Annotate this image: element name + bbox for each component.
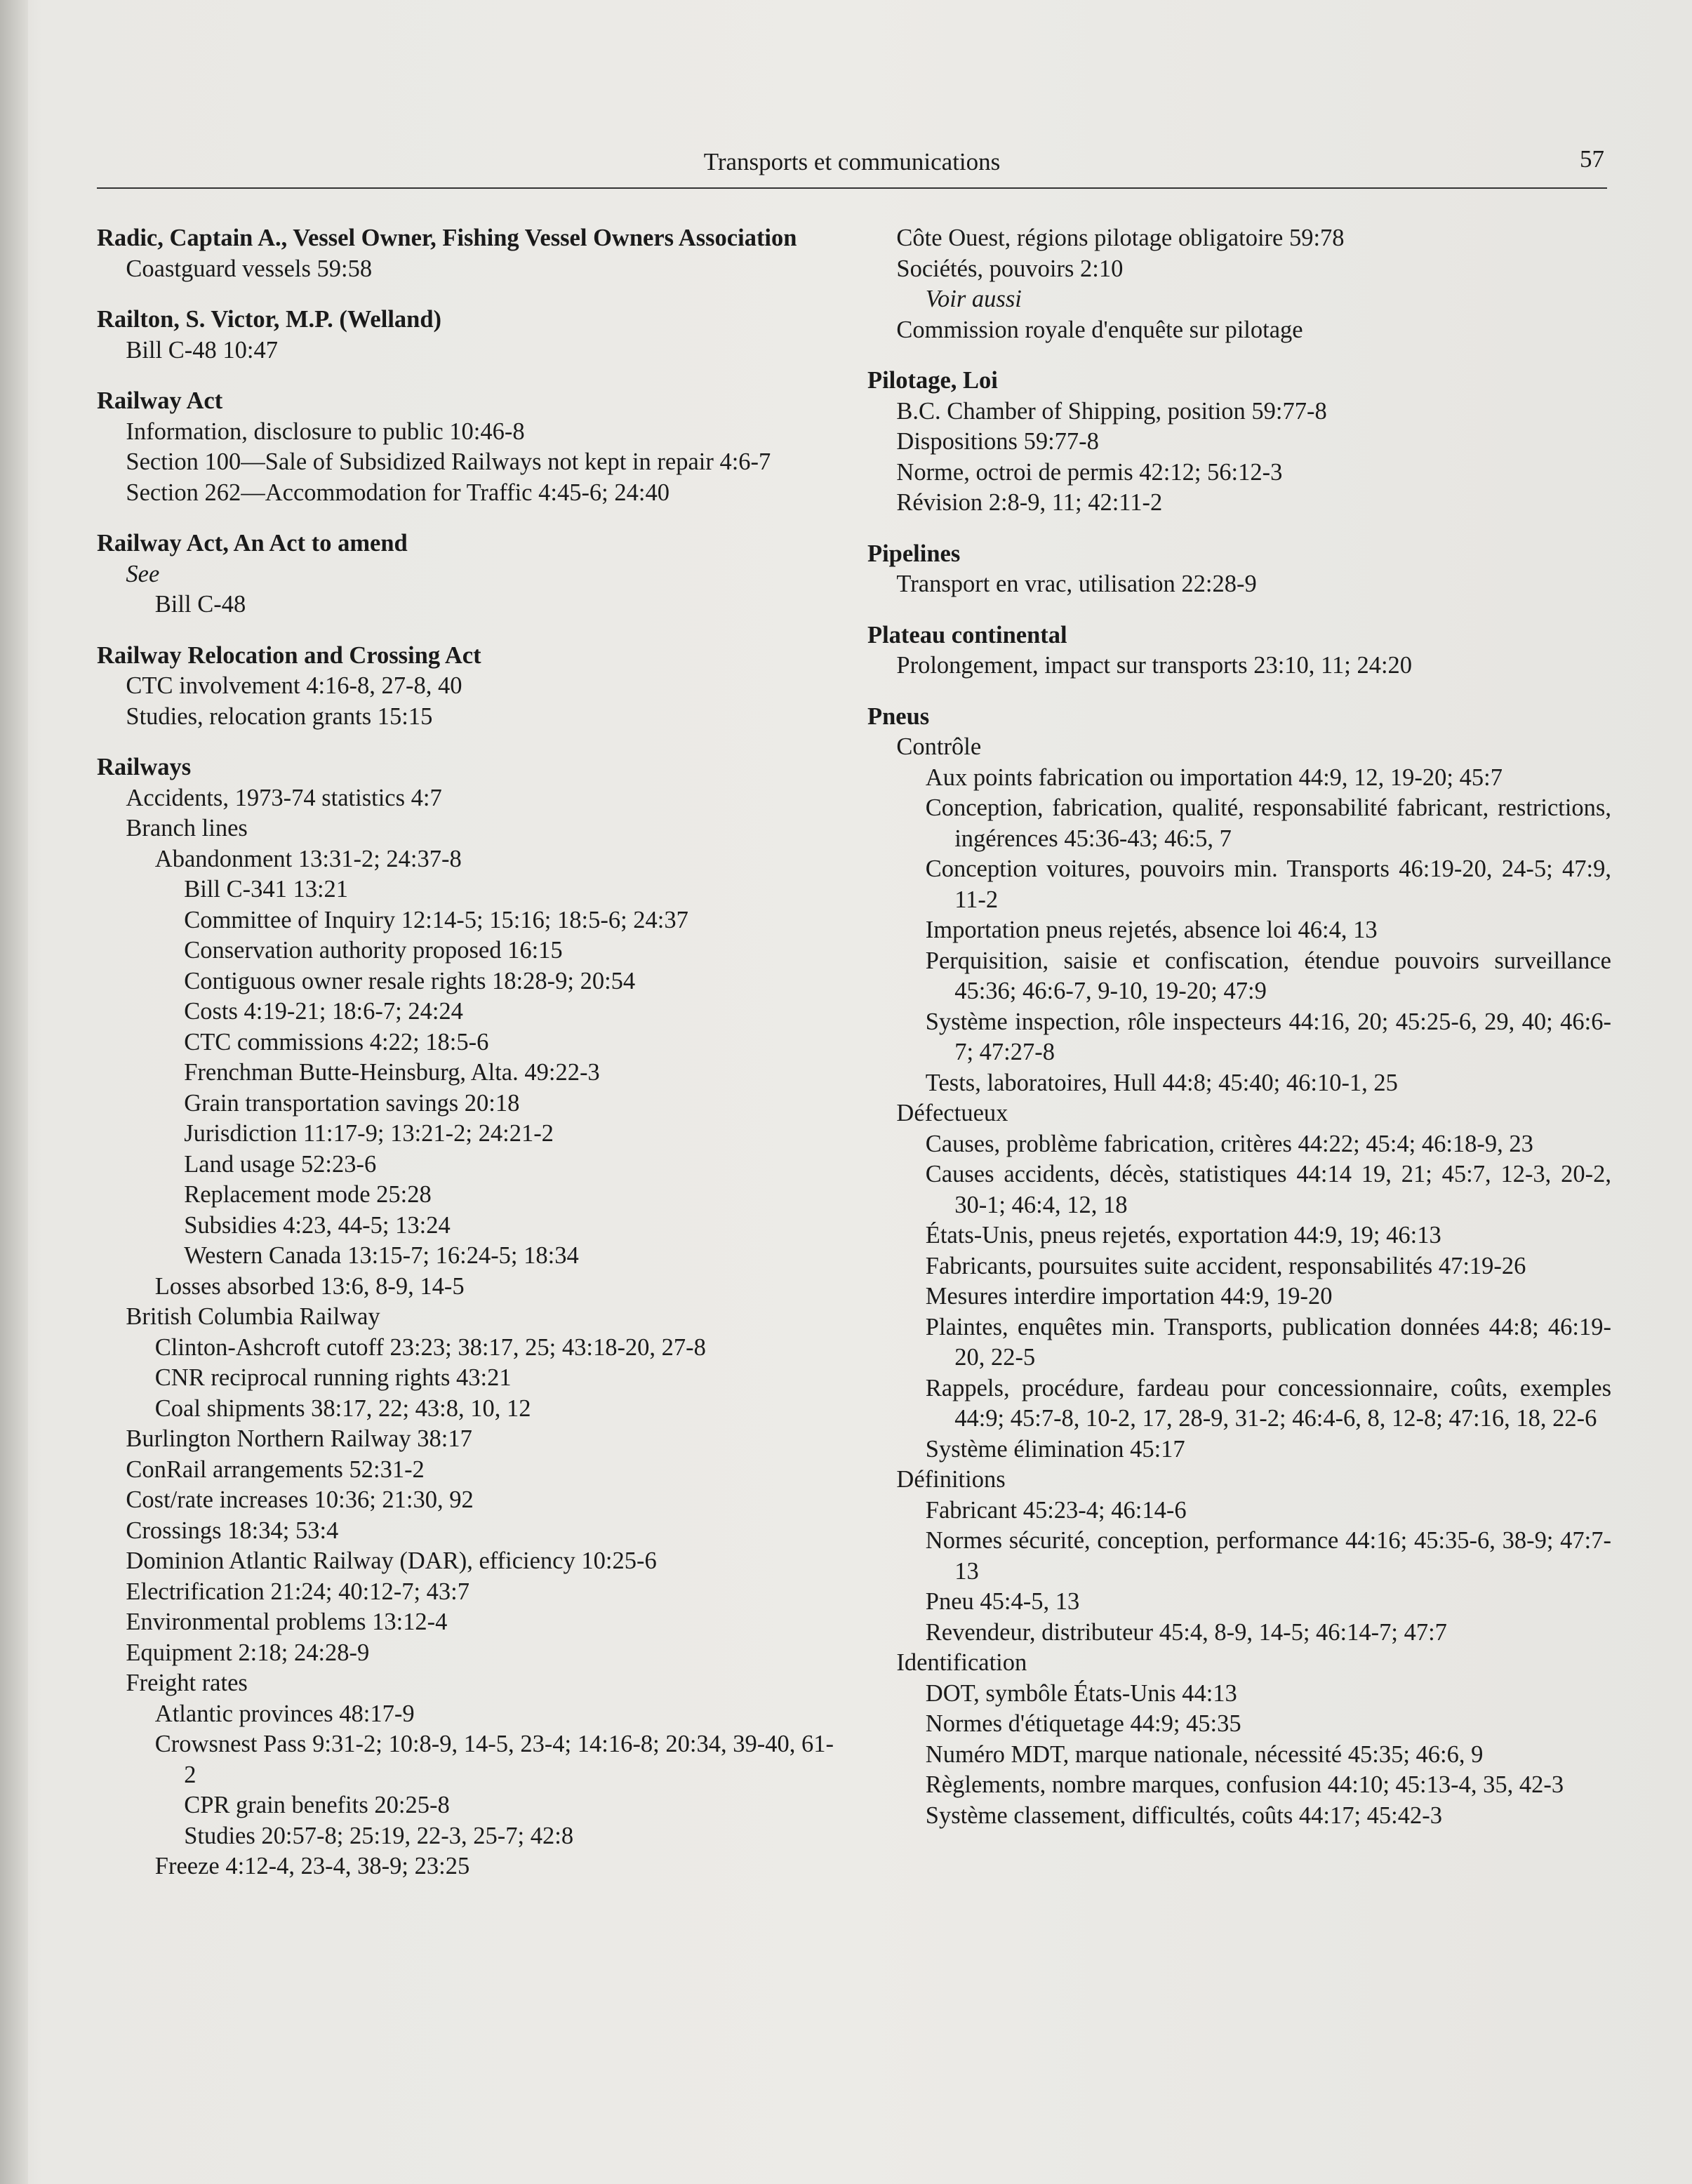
index-subentry: Revendeur, distributeur 45:4, 8-9, 14-5; 46:14-7; 47:7 <box>925 1618 1447 1646</box>
running-head <box>97 144 1607 189</box>
index-entry <box>97 641 834 733</box>
index-subentry: Conception voitures, pouvoirs min. Transports 46:19-20, 24-5; 47:9, 11-2 <box>925 855 1611 913</box>
index-subentry: Règlements, nombre marques, confusion 44:10; 45:13-4, 35, 42-3 <box>925 1771 1564 1798</box>
index-subentry: CNR reciprocal running rights 43:21 <box>154 1364 512 1391</box>
index-entry <box>97 528 834 620</box>
index-subentry: Cost/rate increases 10:36; 21:30, 92 <box>126 1486 474 1513</box>
index-column-right <box>867 223 1611 1851</box>
index-subentry: Transport en vrac, utilisation 22:28-9 <box>896 571 1257 597</box>
page-number: 57 <box>1580 145 1604 173</box>
index-entry <box>97 305 834 366</box>
index-subentry: Système classement, difficultés, coûts 44:17; 45:42-3 <box>925 1802 1443 1829</box>
index-entry <box>867 366 1611 519</box>
index-subentry: Committee of Inquiry 12:14-5; 15:16; 18:5-6; 24:37 <box>184 906 688 933</box>
index-subentry: Causes, problème fabrication, critères 44:22; 45:4; 46:18-9, 23 <box>925 1130 1533 1157</box>
index-subentry: Freeze 4:12-4, 23-4, 38-9; 23:25 <box>154 1853 470 1879</box>
index-subentry: Fabricants, poursuites suite accident, responsabilités 47:19-26 <box>925 1252 1526 1279</box>
index-subentry: Tests, laboratoires, Hull 44:8; 45:40; 46:10-1, 25 <box>925 1069 1398 1096</box>
cross-reference: Voir aussi <box>925 286 1022 312</box>
index-subentry: Révision 2:8-9, 11; 42:11-2 <box>896 489 1163 516</box>
index-subentry: British Columbia Railway <box>126 1303 380 1330</box>
index-subentry: CTC involvement 4:16-8, 27-8, 40 <box>126 672 462 699</box>
index-subentry: Costs 4:19-21; 18:6-7; 24:24 <box>184 998 463 1025</box>
index-subentry: Studies 20:57-8; 25:19, 22-3, 25-7; 42:8 <box>184 1822 574 1849</box>
index-subentry: Freight rates <box>126 1670 248 1696</box>
index-subentry: Identification <box>896 1649 1027 1676</box>
index-subentry: Fabricant 45:23-4; 46:14-6 <box>925 1496 1187 1524</box>
index-entry <box>97 386 834 508</box>
index-subentry: Rappels, procédure, fardeau pour concessionnaire, coûts, exemples 44:9; 45:7-8, 10-2, 17, 28-9, 31-2; 46:4-6, 8, 12-8; 47:16, 18, 22-6 <box>925 1374 1611 1432</box>
index-entry <box>867 702 1611 1832</box>
index-entry <box>867 620 1611 681</box>
index-subentry: Système élimination 45:17 <box>925 1435 1185 1463</box>
index-subentry: Electrification 21:24; 40:12-7; 43:7 <box>126 1578 470 1605</box>
index-subentry: Importation pneus rejetés, absence loi 46:4, 13 <box>925 917 1378 943</box>
index-subentry: Section 262—Accommodation for Traffic 4:45-6; 24:40 <box>126 479 670 506</box>
index-subentry: Pneu 45:4-5, 13 <box>925 1588 1080 1615</box>
index-subentry: DOT, symbôle États-Unis 44:13 <box>925 1679 1237 1707</box>
index-subentry: États-Unis, pneus rejetés, exportation 44:9, 19; 46:13 <box>925 1222 1441 1249</box>
index-subentry: Numéro MDT, marque nationale, nécessité 45:35; 46:6, 9 <box>925 1740 1484 1768</box>
index-heading: Pilotage, Loi <box>867 367 998 394</box>
index-subentry: B.C. Chamber of Shipping, position 59:77-8 <box>896 397 1327 425</box>
index-entry <box>97 752 834 1882</box>
index-subentry: Abandonment 13:31-2; 24:37-8 <box>154 845 462 872</box>
index-subentry: CPR grain benefits 20:25-8 <box>184 1792 450 1818</box>
index-subentry: Jurisdiction 11:17-9; 13:21-2; 24:21-2 <box>184 1120 554 1147</box>
index-subentry: Prolongement, impact sur transports 23:10, 11; 24:20 <box>896 652 1413 679</box>
index-subentry: Conservation authority proposed 16:15 <box>184 937 563 964</box>
index-heading: Radic, Captain A., Vessel Owner, Fishing Vessel Owners Association <box>97 225 797 251</box>
index-subentry: ConRail arrangements 52:31-2 <box>126 1456 425 1483</box>
index-subentry: Sociétés, pouvoirs 2:10 <box>896 255 1124 282</box>
index-subentry: Côte Ouest, régions pilotage obligatoire 59:78 <box>896 225 1345 251</box>
index-subentry: Mesures interdire importation 44:9, 19-20 <box>925 1283 1333 1310</box>
index-subentry: Coal shipments 38:17, 22; 43:8, 10, 12 <box>154 1394 531 1422</box>
index-subentry: Section 100—Sale of Subsidized Railways not kept in repair 4:6-7 <box>126 448 771 475</box>
cross-reference: See <box>126 560 160 587</box>
index-subentry: Western Canada 13:15-7; 16:24-5; 18:34 <box>184 1242 579 1269</box>
index-subentry: Crossings 18:34; 53:4 <box>126 1517 339 1544</box>
index-subentry: Normes d'étiquetage 44:9; 45:35 <box>925 1710 1241 1737</box>
index-heading: Railway Act <box>97 387 223 414</box>
index-subentry: Land usage 52:23-6 <box>184 1150 377 1178</box>
index-subentry: Défectueux <box>896 1100 1008 1126</box>
index-subentry: Normes sécurité, conception, performance 44:16; 45:35-6, 38-9; 47:7-13 <box>925 1527 1611 1585</box>
index-subentry: Environmental problems 13:12-4 <box>126 1609 448 1635</box>
index-subentry: Equipment 2:18; 24:28-9 <box>126 1639 370 1666</box>
index-subentry: Contiguous owner resale rights 18:28-9; 20:54 <box>184 967 636 994</box>
index-heading: Pipelines <box>867 540 961 567</box>
index-heading: Railway Act, An Act to amend <box>97 530 408 557</box>
index-subentry: Coastguard vessels 59:58 <box>126 255 373 282</box>
index-column-left <box>97 223 834 1903</box>
index-subentry: Aux points fabrication ou importation 44:9, 12, 19-20; 45:7 <box>925 764 1503 791</box>
index-heading: Pneus <box>867 703 930 730</box>
index-subentry: Conception, fabrication, qualité, responsabilité fabricant, restrictions, ingérences 45:36-43; 46:5, 7 <box>925 794 1611 852</box>
index-entry <box>867 223 1611 345</box>
index-subentry: Commission royale d'enquête sur pilotage <box>896 316 1303 343</box>
index-subentry: Atlantic provinces 48:17-9 <box>154 1700 415 1727</box>
index-subentry: Replacement mode 25:28 <box>184 1181 432 1208</box>
index-subentry: Frenchman Butte-Heinsburg, Alta. 49:22-3 <box>184 1059 600 1086</box>
index-entry <box>97 223 834 284</box>
index-subentry: Dominion Atlantic Railway (DAR), efficiency 10:25-6 <box>126 1547 657 1574</box>
index-entry <box>867 539 1611 600</box>
index-subentry: Studies, relocation grants 15:15 <box>126 703 433 730</box>
index-subentry: Système inspection, rôle inspecteurs 44:16, 20; 45:25-6, 29, 40; 46:6-7; 47:27-8 <box>925 1008 1611 1065</box>
index-subentry: Losses absorbed 13:6, 8-9, 14-5 <box>154 1272 465 1300</box>
index-heading: Railways <box>97 754 192 780</box>
index-subentry: Information, disclosure to public 10:46-8 <box>126 418 525 445</box>
index-subentry: Bill C-48 10:47 <box>126 336 279 364</box>
index-subentry: Subsidies 4:23, 44-5; 13:24 <box>184 1211 451 1239</box>
index-subentry: Contrôle <box>896 733 982 760</box>
index-subentry: Perquisition, saisie et confiscation, étendue pouvoirs surveillance 45:36; 46:6-7, 9-10, 19-20; 47:9 <box>925 947 1611 1004</box>
index-heading: Railway Relocation and Crossing Act <box>97 641 481 669</box>
index-subentry: Burlington Northern Railway 38:17 <box>126 1425 472 1452</box>
index-subentry: CTC commissions 4:22; 18:5-6 <box>184 1028 489 1056</box>
index-subentry: Plaintes, enquêtes min. Transports, publication données 44:8; 46:19-20, 22-5 <box>925 1313 1611 1371</box>
index-heading: Plateau continental <box>867 621 1067 648</box>
index-heading: Railton, S. Victor, M.P. (Welland) <box>97 306 442 333</box>
index-subentry: Bill C-341 13:21 <box>184 876 349 903</box>
index-subentry: Crowsnest Pass 9:31-2; 10:8-9, 14-5, 23-4; 14:16-8; 20:34, 39-40, 61-2 <box>154 1731 834 1788</box>
book-binding-shadow <box>0 0 28 2184</box>
index-subentry: Bill C-48 <box>154 591 246 618</box>
index-subentry: Clinton-Ashcroft cutoff 23:23; 38:17, 25; 43:18-20, 27-8 <box>154 1333 706 1361</box>
index-subentry: Norme, octroi de permis 42:12; 56:12-3 <box>896 458 1283 486</box>
running-title: Transports et communications <box>703 148 1001 175</box>
index-subentry: Branch lines <box>126 815 248 841</box>
index-subentry: Dispositions 59:77-8 <box>896 428 1099 455</box>
index-subentry: Définitions <box>896 1466 1006 1493</box>
index-subentry: Accidents, 1973-74 statistics 4:7 <box>126 784 442 811</box>
index-subentry: Causes accidents, décès, statistiques 44:14 19, 21; 45:7, 12-3, 20-2, 30-1; 46:4, 12, 18 <box>925 1161 1611 1218</box>
index-subentry: Grain transportation savings 20:18 <box>184 1089 520 1117</box>
